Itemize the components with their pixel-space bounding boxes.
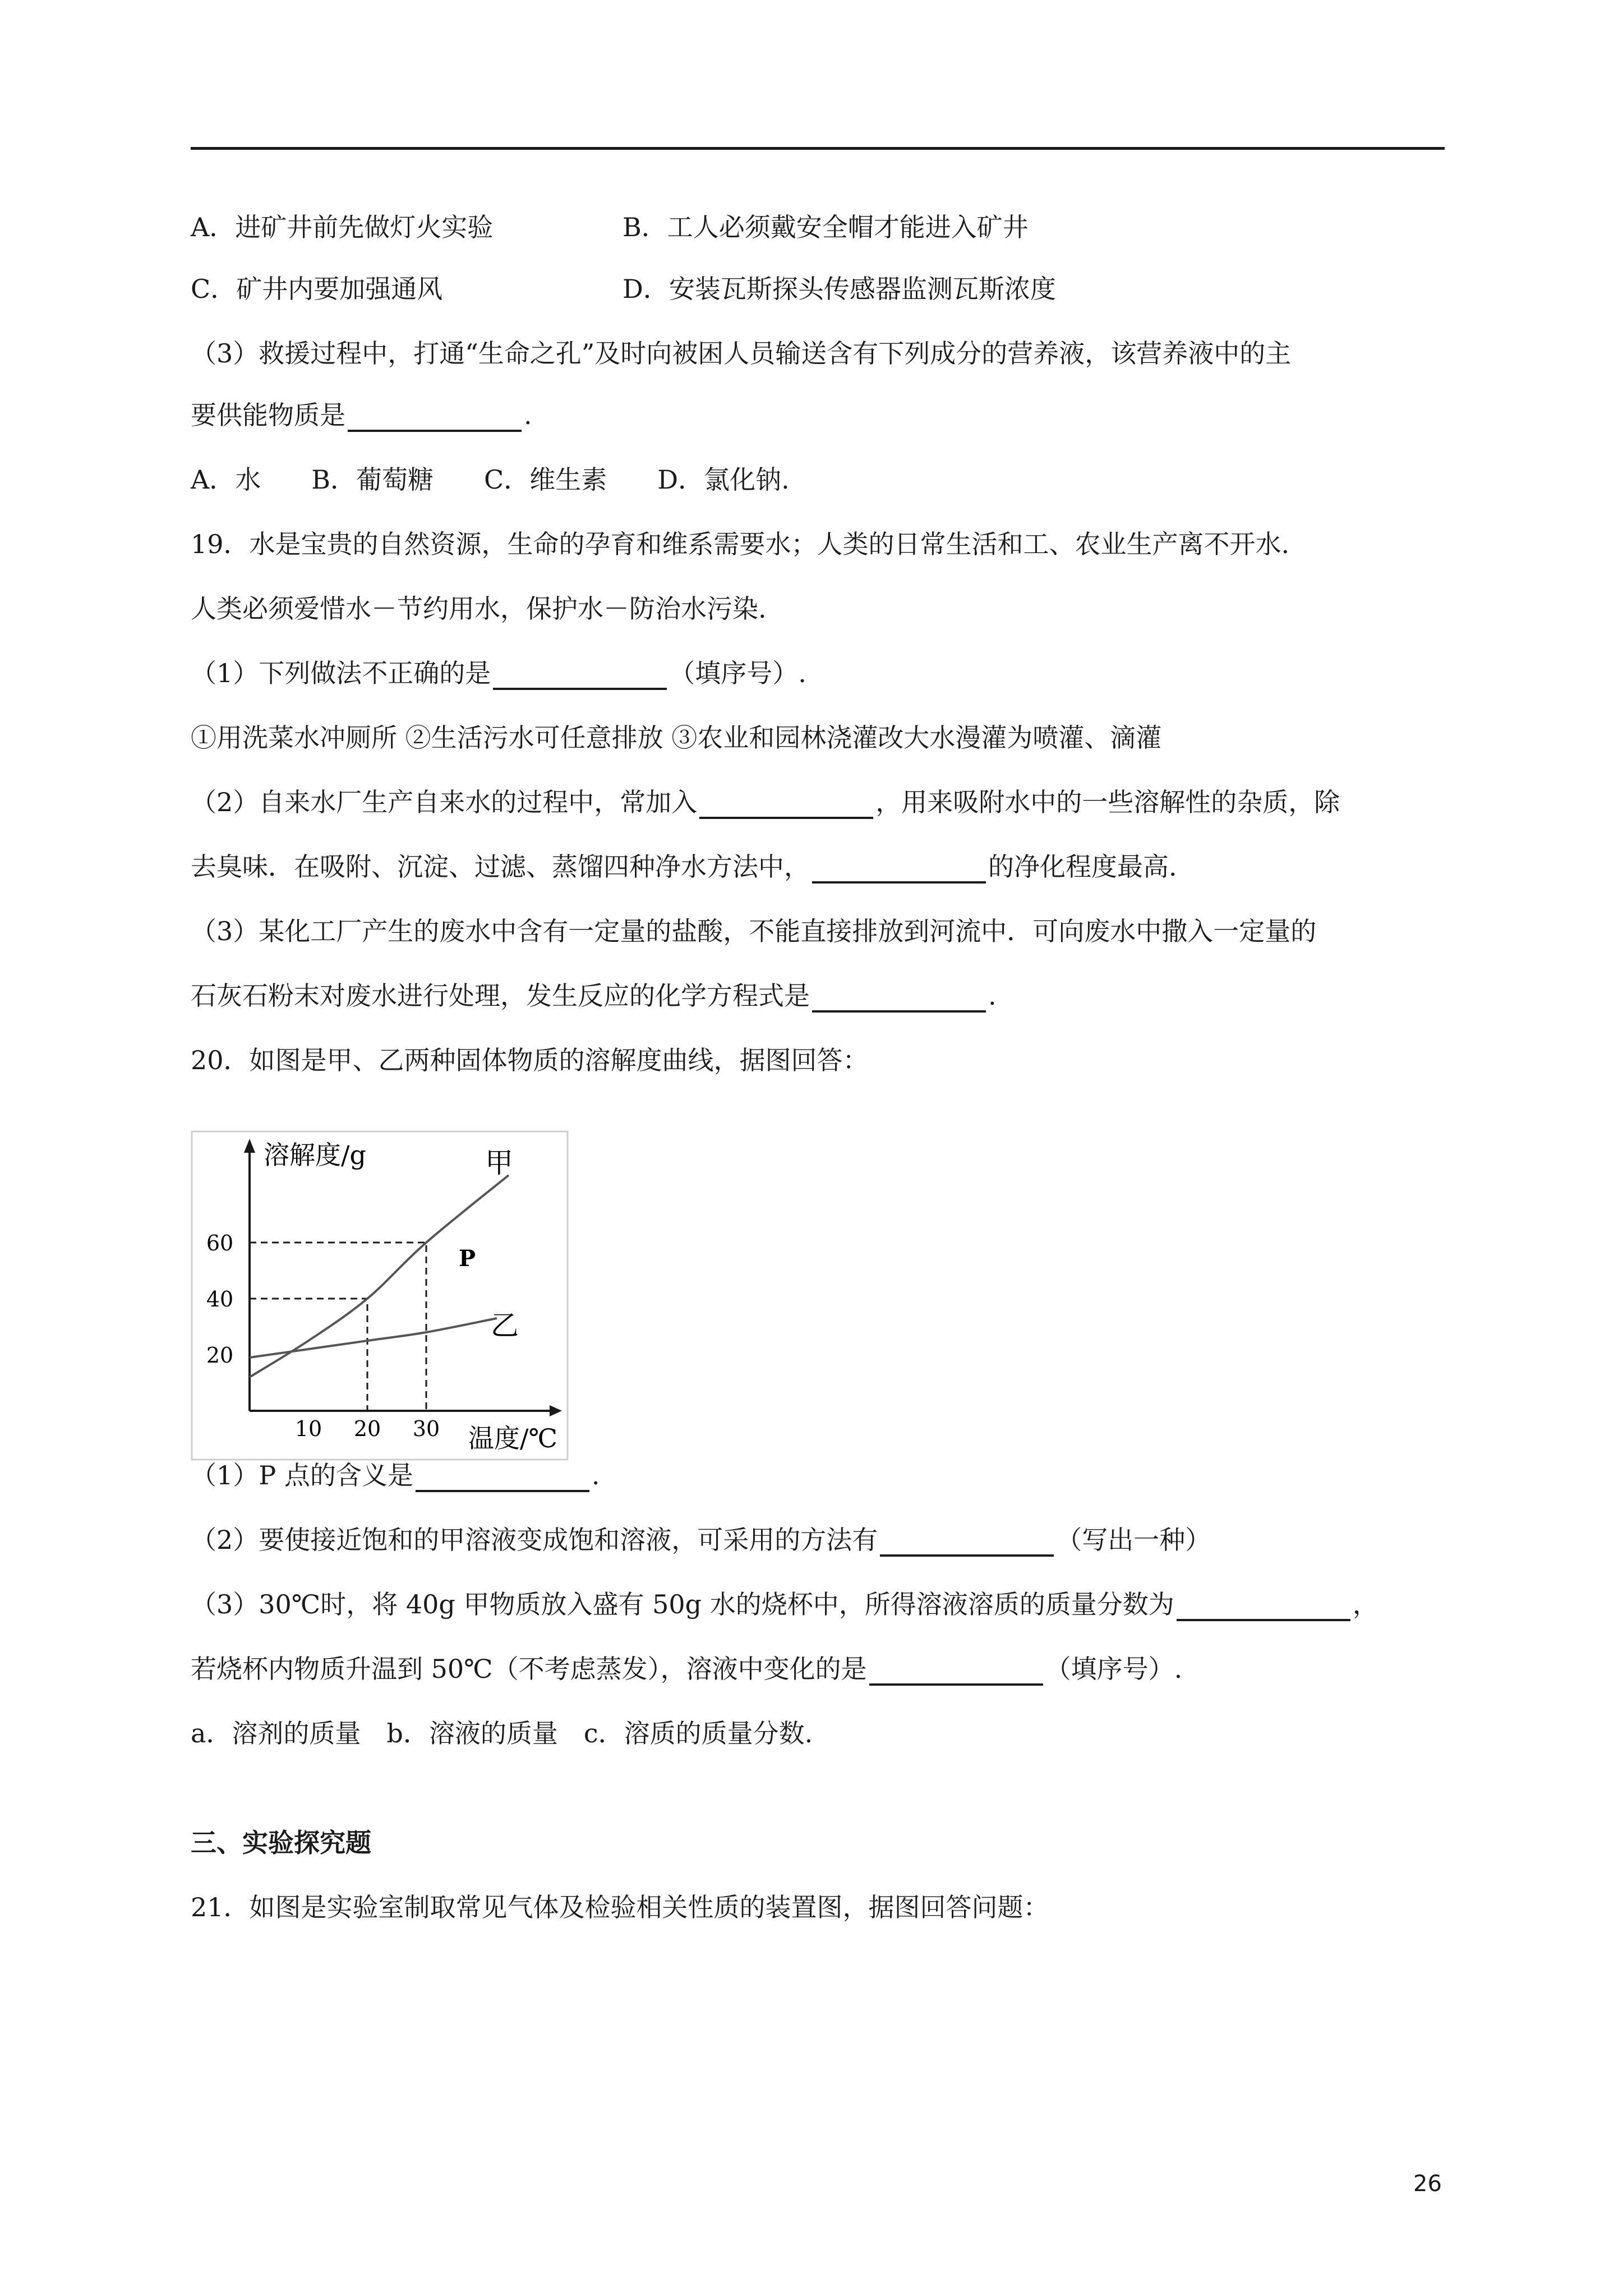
- q19-part2-line1: （2）自来水厂生产自来水的过程中，常加入 ，用来吸附水中的一些溶解性的杂质，除: [191, 785, 1340, 819]
- q20-part3-line1: （3）30℃时，将 40g 甲物质放入盛有 50g 水的烧杯中，所得溶液溶质的质量分数为 ，: [191, 1588, 1378, 1621]
- answer-blank[interactable]: [699, 789, 873, 819]
- q19-part3-line1: （3）某化工厂产生的废水中含有一定量的盐酸，不能直接排放到河流中．可向废水中撒入一定量的: [191, 916, 1317, 946]
- y-axis-label: 溶解度/g: [264, 1140, 366, 1170]
- q19-part1: （1）下列做法不正确的是 （填序号）.: [191, 656, 806, 690]
- section-title: 三、实验探究题: [191, 1828, 371, 1858]
- y-axis-arrow: [244, 1139, 255, 1153]
- answer-blank[interactable]: [416, 1462, 589, 1492]
- q18-options-row1: [191, 210, 1029, 244]
- q18-part3-options: [191, 463, 840, 496]
- q19-part1-items: ①用洗菜水冲厕所 ②生活污水可任意排放 ③农业和园林浇灌改大水漫灌为喷灌、滴灌: [191, 723, 1162, 753]
- q18-option-a: A．进矿井前先做灯火实验: [191, 212, 494, 242]
- q18-part3-line1: （3）救援过程中，打通“生命之孔”及时向被困人员输送含有下列成分的营养液，该营养液中的主: [191, 338, 1292, 369]
- q21-intro: 21．如图是实验室制取常见气体及检验相关性质的装置图，据图回答问题：: [191, 1892, 1049, 1922]
- q18-part3-option-b: B．葡萄糖: [311, 464, 434, 495]
- q20-part3-options: a．溶剂的质量 b．溶液的质量 c．溶质的质量分数.: [191, 1718, 813, 1749]
- header-rule: [191, 147, 1445, 150]
- series-label-yi: 乙: [491, 1309, 519, 1342]
- q20-part3-line2: 若烧杯内物质升温到 50℃（不考虑蒸发），溶液中变化的是 （填序号）.: [191, 1652, 1182, 1686]
- q18-option-b: B．工人必须戴安全帽才能进入矿井: [623, 212, 1029, 242]
- series-line-1: [250, 1318, 497, 1358]
- x-tick-label: 20: [353, 1416, 381, 1441]
- x-axis-label: 温度/℃: [468, 1423, 557, 1453]
- answer-blank[interactable]: [812, 853, 986, 884]
- y-tick-label: 60: [206, 1231, 234, 1255]
- y-tick-label: 20: [206, 1343, 234, 1368]
- q18-part3-line2: 要供能物质是 .: [191, 398, 532, 432]
- answer-blank[interactable]: [348, 402, 522, 432]
- q19-part2-line2: 去臭味．在吸附、沉淀、过滤、蒸馏四种净水方法中， 的净化程度最高.: [191, 850, 1177, 884]
- page-number: 26: [1413, 2171, 1442, 2197]
- q20-part2: （2）要使接近饱和的甲溶液变成饱和溶液，可采用的方法有 （写出一种）: [191, 1523, 1211, 1557]
- q18-option-c: C．矿井内要加强通风: [191, 274, 443, 304]
- x-tick-label: 10: [294, 1416, 322, 1441]
- q19-part3-line2: 石灰石粉末对废水进行处理，发生反应的化学方程式是 .: [191, 979, 997, 1013]
- answer-blank[interactable]: [1177, 1591, 1350, 1621]
- q19-line1: 19．水是宝贵的自然资源，生命的孕育和维系需要水；人类的日常生活和工、农业生产离不开水.: [191, 529, 1290, 559]
- q18-options-row2: [191, 272, 1056, 306]
- series-label-jia: 甲: [485, 1147, 513, 1179]
- q19-line2: 人类必须爱惜水－节约用水，保护水－防治水污染.: [191, 593, 767, 624]
- x-axis-arrow: [550, 1405, 562, 1416]
- x-tick-label: 30: [412, 1416, 440, 1441]
- q18-option-d: D．安装瓦斯探头传感器监测瓦斯浓度: [623, 274, 1056, 304]
- series-line-0: [250, 1175, 509, 1377]
- answer-blank[interactable]: [869, 1655, 1043, 1686]
- solubility-chart: [191, 1099, 583, 1492]
- q18-part3-option-d: D．氯化钠.: [657, 464, 790, 495]
- q18-part3-option-a: A．水: [191, 464, 261, 495]
- q20-part1: （1）P 点的含义是 .: [191, 1458, 600, 1492]
- answer-blank[interactable]: [812, 982, 986, 1013]
- q20-intro: 20．如图是甲、乙两种固体物质的溶解度曲线，据图回答：: [191, 1045, 869, 1075]
- y-tick-label: 40: [206, 1287, 234, 1312]
- answer-blank[interactable]: [493, 660, 667, 690]
- answer-blank[interactable]: [880, 1526, 1054, 1557]
- point-p-label: P: [459, 1245, 476, 1272]
- q18-part3-option-c: C．维生素: [484, 464, 607, 495]
